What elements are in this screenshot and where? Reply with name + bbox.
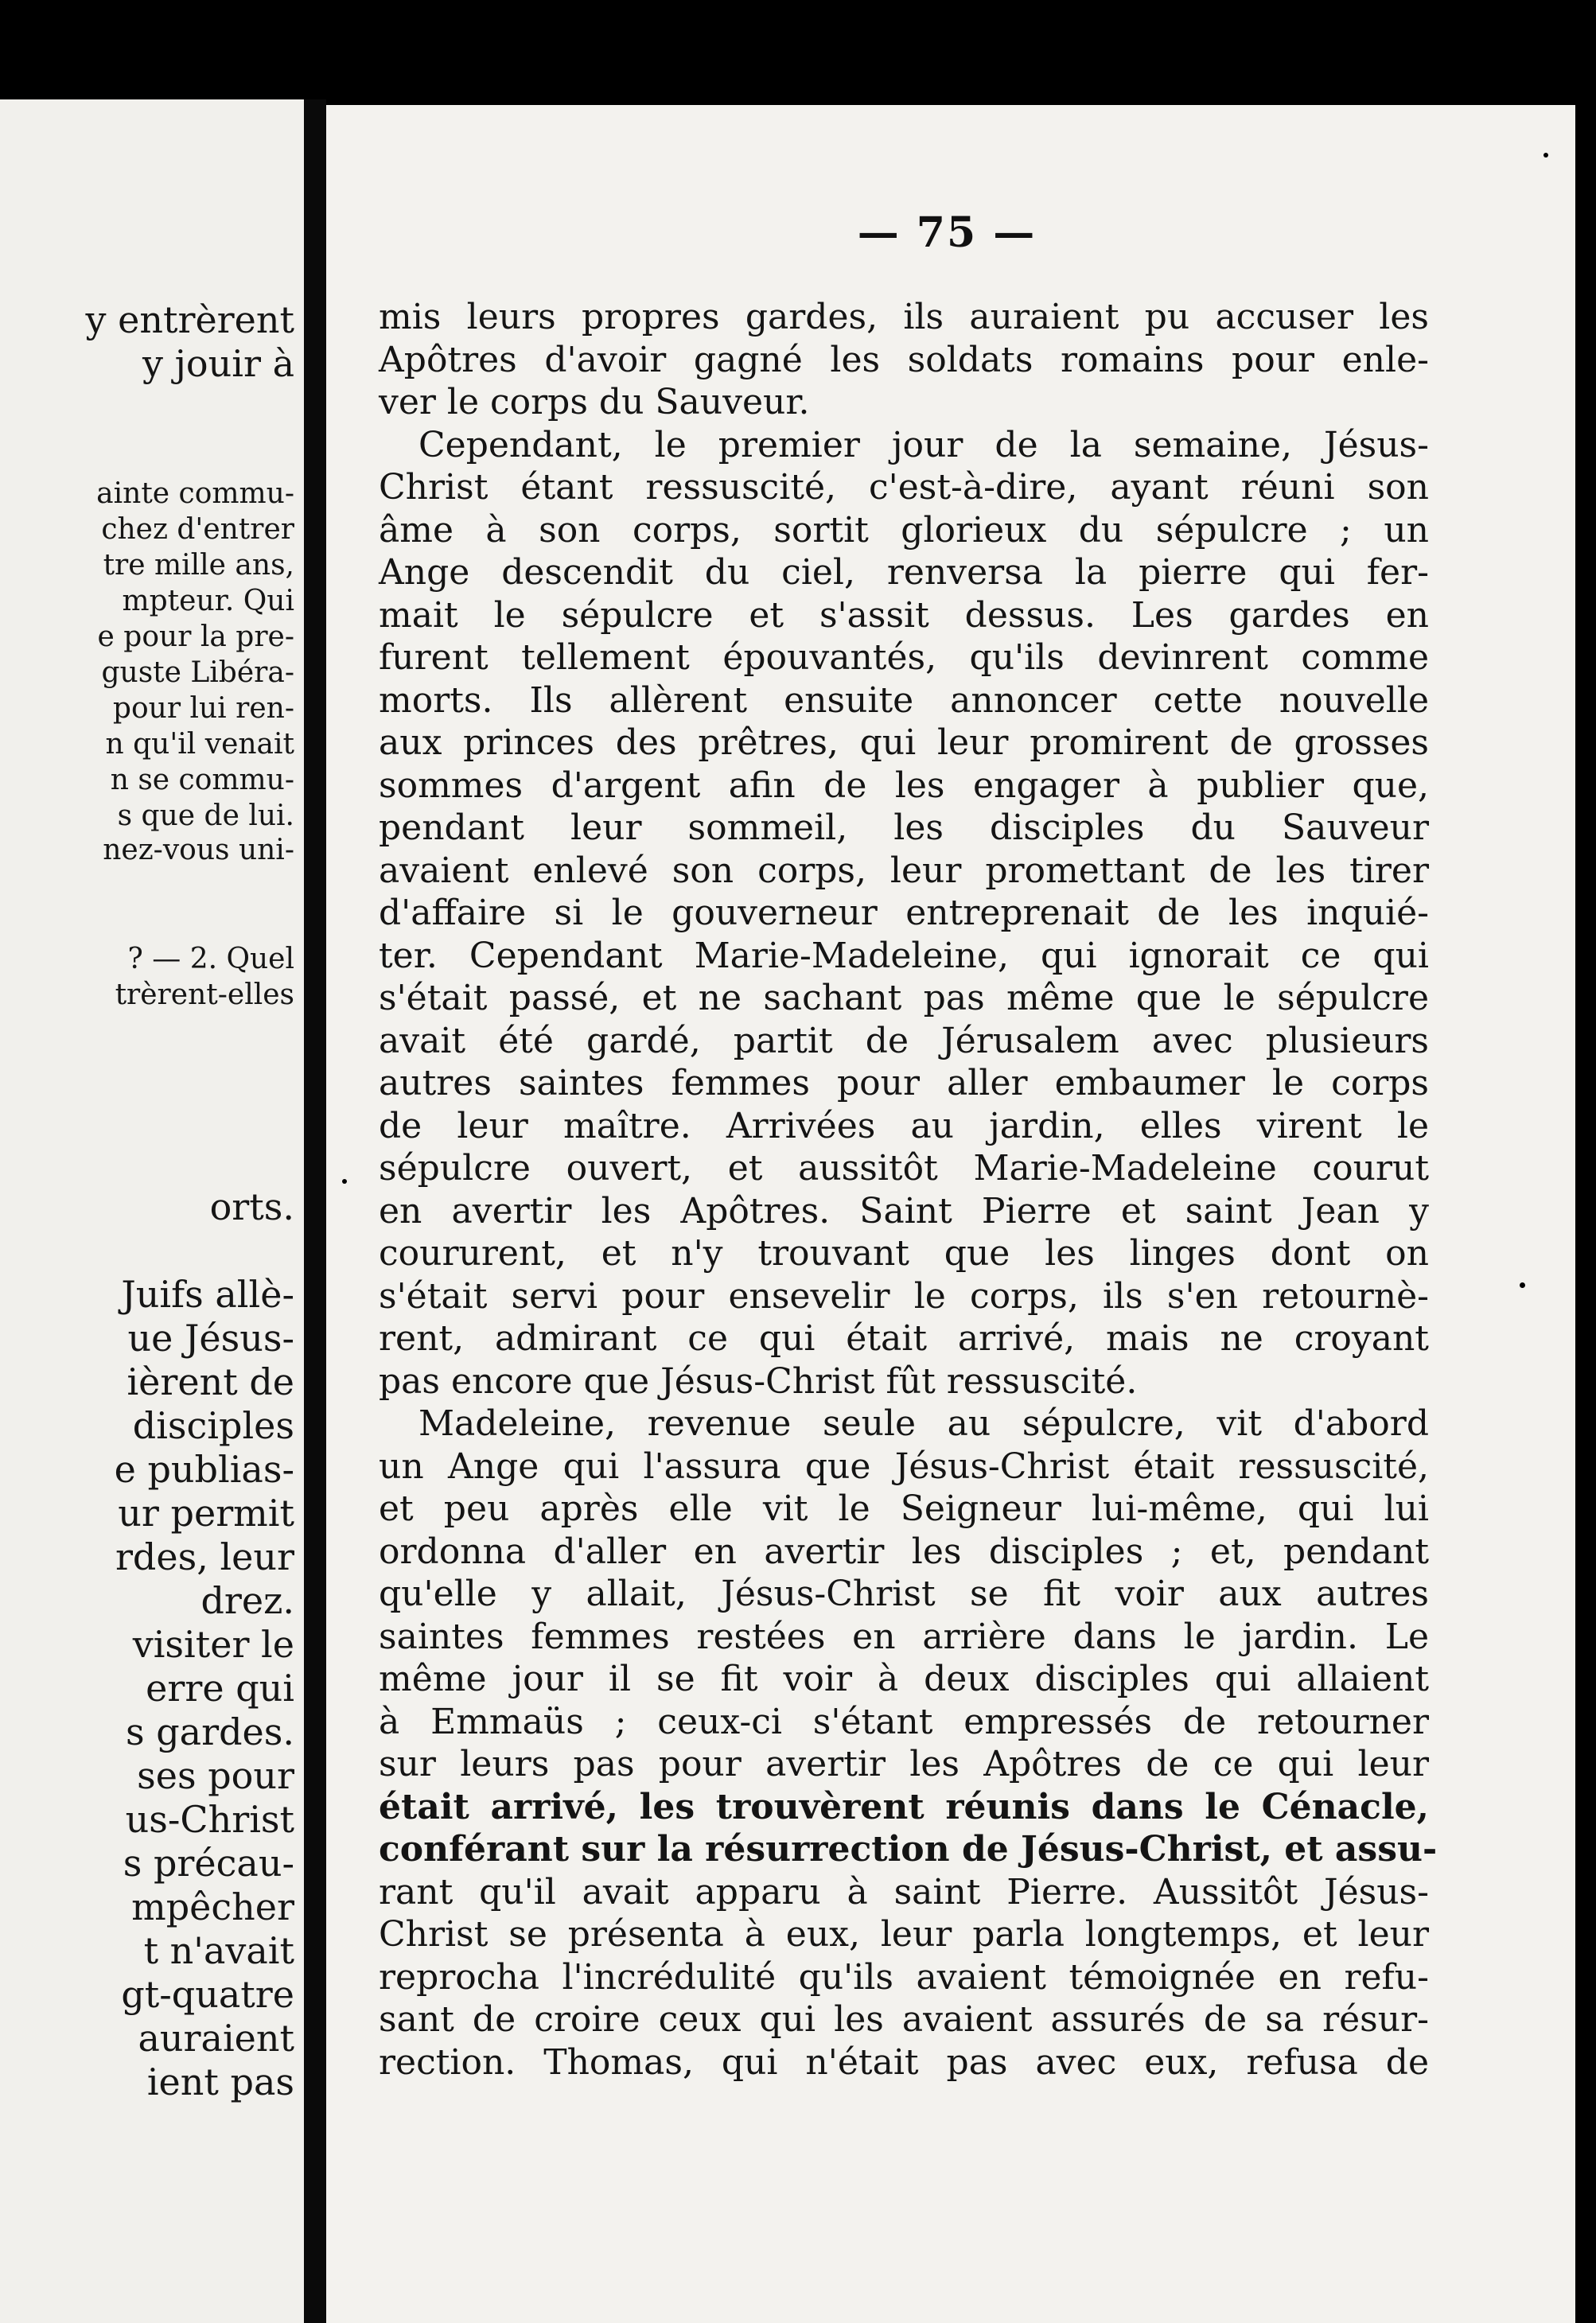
text-line: coururent, et n'y trouvant que les linges dont on	[379, 1233, 1429, 1274]
left-page-line: orts.	[209, 1185, 294, 1228]
text-line: pas encore que Jésus-Christ fût ressuscité.	[379, 1360, 1138, 1402]
text-line: Apôtres d'avoir gagné les soldats romains pour enle-	[379, 339, 1429, 380]
left-page-line: Juifs allè-	[121, 1273, 294, 1316]
text-line: sur leurs pas pour avertir les Apôtres de ce qui leur	[379, 1744, 1429, 1784]
left-page-line: e pour la pre-	[97, 621, 294, 653]
text-line: ver le corps du Sauveur.	[379, 382, 810, 422]
left-page-line: guste Libéra-	[101, 656, 294, 689]
left-page-line: drez.	[200, 1579, 294, 1622]
left-page-line: mpteur. Qui	[122, 585, 294, 617]
text-line: s'était servi pour ensevelir le corps, ils s'en retournè-	[379, 1275, 1429, 1317]
text-line: pendant leur sommeil, les disciples du Sauveur	[379, 807, 1429, 848]
left-page	[0, 99, 304, 2323]
left-page-line: pour lui ren-	[112, 692, 294, 725]
left-page-line: disciples	[132, 1404, 294, 1447]
left-page-line: e publias-	[114, 1448, 294, 1491]
text-line: morts. Ils allèrent ensuite annoncer cette nouvelle	[379, 679, 1429, 721]
text-line: ter. Cependant Marie-Madeleine, qui ignorait ce qui	[379, 935, 1429, 976]
text-line: était arrivé, les trouvèrent réunis dans le Cénacle,	[379, 1786, 1429, 1827]
text-line: rant qu'il avait apparu à saint Pierre. Aussitôt Jésus-	[379, 1871, 1429, 1912]
text-line: Cependant, le premier jour de la semaine, Jésus-	[418, 424, 1429, 465]
left-page-line: t n'avait	[143, 1929, 294, 1972]
print-speck	[342, 1179, 347, 1184]
text-line: aux princes des prêtres, qui leur promirent de grosses	[379, 722, 1429, 763]
text-line: de leur maître. Arrivées au jardin, elles virent le	[379, 1105, 1429, 1146]
left-page-line: y entrèrent	[85, 298, 294, 341]
left-page-line: s précau-	[123, 1842, 294, 1885]
text-line: reprocha l'incrédulité qu'ils avaient témoignée en refu-	[379, 1956, 1429, 1998]
text-line: d'affaire si le gouverneur entreprenait de les inquié-	[379, 893, 1429, 933]
page-number: — 75 —	[857, 208, 1037, 257]
text-line: mis leurs propres gardes, ils auraient pu accuser les	[379, 297, 1429, 337]
text-line: ordonna d'aller en avertir les disciples ; et, pendant	[379, 1531, 1429, 1572]
body-text	[379, 296, 1438, 2084]
text-line: autres saintes femmes pour aller embaumer le corps	[379, 1063, 1429, 1103]
page-gutter	[304, 99, 326, 2323]
text-line: conférant sur la résurrection de Jésus-Christ, et assu-	[379, 1829, 1438, 1870]
text-line: saintes femmes restées en arrière dans le jardin. Le	[379, 1616, 1429, 1657]
left-page-line: erre qui	[146, 1667, 294, 1710]
text-line: rection. Thomas, qui n'était pas avec eux, refusa de	[379, 2041, 1429, 2083]
print-speck	[1543, 153, 1548, 158]
text-line: avaient enlevé son corps, leur promettant de les tirer	[379, 850, 1429, 891]
left-page-line: s gardes.	[126, 1710, 294, 1753]
left-page-line: ue Jésus-	[127, 1317, 294, 1360]
left-page-line: nez-vous uni-	[103, 834, 294, 866]
text-line: mait le sépulcre et s'assit dessus. Les gardes en	[379, 594, 1429, 636]
left-page-line: visiter le	[132, 1623, 294, 1666]
left-page-line: us-Christ	[125, 1798, 294, 1841]
left-page-line: ur permit	[118, 1492, 294, 1535]
left-page-line: mpêcher	[131, 1885, 294, 1928]
left-page-line: y jouir à	[142, 342, 294, 385]
left-page-line: ainte commu-	[96, 477, 294, 510]
print-speck	[1520, 1282, 1525, 1288]
left-page-line: chez d'entrer	[101, 513, 294, 546]
text-line: qu'elle y allait, Jésus-Christ se fit voir aux autres	[379, 1574, 1429, 1614]
text-line: s'était passé, et ne sachant pas même que le sépulcre	[379, 978, 1429, 1018]
left-page-line: n se commu-	[110, 764, 294, 796]
left-page-line: ? — 2. Quel	[127, 943, 294, 975]
text-line: rent, admirant ce qui était arrivé, mais ne croyant	[379, 1318, 1429, 1359]
left-page-line: rdes, leur	[115, 1535, 294, 1578]
left-page-line: s que de lui.	[117, 800, 294, 832]
text-line: en avertir les Apôtres. Saint Pierre et saint Jean y	[379, 1190, 1429, 1232]
text-line: et peu après elle vit le Seigneur lui-même, qui lui	[379, 1488, 1429, 1529]
left-page-line: auraient	[138, 2017, 294, 2060]
text-line: sommes d'argent afin de les engager à publier que,	[379, 765, 1429, 806]
left-page-line: n qu'il venait	[105, 728, 294, 761]
left-page-line: ses pour	[137, 1754, 294, 1797]
text-line: furent tellement épouvantés, qu'ils devinrent comme	[379, 637, 1429, 678]
left-page-line: ièrent de	[127, 1360, 294, 1403]
right-page	[326, 105, 1575, 2323]
text-line: Christ se présenta à eux, leur parla longtemps, et leur	[379, 1914, 1429, 1955]
left-page-line: trèrent-elles	[115, 979, 294, 1011]
text-line: un Ange qui l'assura que Jésus-Christ était ressuscité,	[379, 1446, 1429, 1487]
text-line: même jour il se fit voir à deux disciples qui allaient	[379, 1659, 1429, 1699]
left-page-line: gt-quatre	[121, 1973, 294, 2016]
text-line: Christ étant ressuscité, c'est-à-dire, ayant réuni son	[379, 467, 1429, 508]
text-line: sant de croire ceux qui les avaient assurés de sa résur-	[379, 1999, 1429, 2040]
text-line: avait été gardé, partit de Jérusalem avec plusieurs	[379, 1020, 1429, 1061]
left-page-line: tre mille ans,	[103, 549, 294, 582]
text-line: sépulcre ouvert, et aussitôt Marie-Madeleine courut	[379, 1148, 1429, 1189]
text-line: Ange descendit du ciel, renversa la pierre qui fer-	[379, 552, 1429, 593]
left-page-line: ient pas	[146, 2060, 294, 2103]
text-line: Madeleine, revenue seule au sépulcre, vit d'abord	[418, 1403, 1429, 1444]
text-line: à Emmaüs ; ceux-ci s'étant empressés de retourner	[379, 1701, 1429, 1742]
text-line: âme à son corps, sortit glorieux du sépulcre ; un	[379, 509, 1429, 551]
